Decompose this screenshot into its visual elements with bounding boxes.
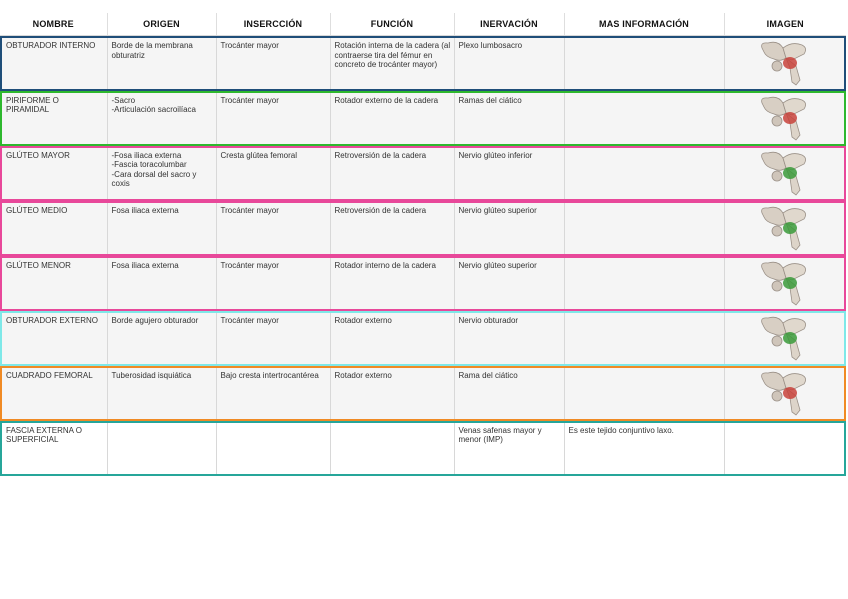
cell-funcion: Rotación interna de la cadera (al contraerse tira del fémur en concreto de trocánter mayor) xyxy=(330,36,454,91)
cell-funcion: Retroversión de la cadera xyxy=(330,201,454,256)
cell-imagen xyxy=(724,311,846,366)
header-imagen: IMAGEN xyxy=(724,13,846,36)
cell-funcion: Retroversión de la cadera xyxy=(330,146,454,201)
cell-mas xyxy=(564,366,724,421)
table-row xyxy=(0,311,846,366)
cell-origen xyxy=(107,421,216,476)
table-row xyxy=(0,201,846,256)
cell-imagen xyxy=(724,91,846,146)
cell-mas xyxy=(564,36,724,91)
cell-nombre: GLÚTEO MAYOR xyxy=(0,146,107,201)
cell-insercion: Trocánter mayor xyxy=(216,91,330,146)
cell-mas: Es este tejido conjuntivo laxo. xyxy=(564,421,724,476)
header-insercion: INSERCCIÓN xyxy=(216,13,330,36)
hip-muscle-icon xyxy=(756,258,814,308)
header-funcion: FUNCIÓN xyxy=(330,13,454,36)
cell-mas xyxy=(564,256,724,311)
cell-mas xyxy=(564,201,724,256)
cell-origen: Tuberosidad isquiática xyxy=(107,366,216,421)
cell-nombre: FASCIA EXTERNA O SUPERFICIAL xyxy=(0,421,107,476)
cell-nombre: OBTURADOR INTERNO xyxy=(0,36,107,91)
cell-funcion: Rotador externo xyxy=(330,311,454,366)
cell-nombre: CUADRADO FEMORAL xyxy=(0,366,107,421)
table-row xyxy=(0,91,846,146)
cell-imagen xyxy=(724,256,846,311)
cell-nombre: GLÚTEO MENOR xyxy=(0,256,107,311)
hip-muscle-icon xyxy=(756,148,814,198)
header-nombre: NOMBRE xyxy=(0,13,107,36)
cell-origen: Fosa iliaca externa xyxy=(107,201,216,256)
muscle-table-wrapper xyxy=(0,13,848,476)
cell-mas xyxy=(564,91,724,146)
cell-origen: -Fosa iliaca externa -Fascia toracolumbar -Cara dorsal del sacro y coxis xyxy=(107,146,216,201)
hip-muscle-icon xyxy=(756,93,814,143)
cell-origen: Borde de la membrana obturatriz xyxy=(107,36,216,91)
cell-funcion xyxy=(330,421,454,476)
cell-insercion: Bajo cresta intertrocantérea xyxy=(216,366,330,421)
cell-inervacion: Rama del ciático xyxy=(454,366,564,421)
cell-origen: Fosa iliaca externa xyxy=(107,256,216,311)
cell-imagen xyxy=(724,366,846,421)
cell-inervacion: Nervio glúteo superior xyxy=(454,201,564,256)
cell-mas xyxy=(564,311,724,366)
cell-funcion: Rotador interno de la cadera xyxy=(330,256,454,311)
cell-insercion: Cresta glútea femoral xyxy=(216,146,330,201)
cell-inervacion: Nervio obturador xyxy=(454,311,564,366)
table-row xyxy=(0,256,846,311)
hip-muscle-icon xyxy=(756,313,814,363)
cell-insercion xyxy=(216,421,330,476)
cell-inervacion: Ramas del ciático xyxy=(454,91,564,146)
table-row xyxy=(0,366,846,421)
cell-origen: -Sacro -Articulación sacroilíaca xyxy=(107,91,216,146)
table-header-row xyxy=(0,13,846,36)
cell-imagen xyxy=(724,201,846,256)
cell-insercion: Trocánter mayor xyxy=(216,36,330,91)
header-origen: ORIGEN xyxy=(107,13,216,36)
cell-imagen xyxy=(724,146,846,201)
cell-inervacion: Venas safenas mayor y menor (IMP) xyxy=(454,421,564,476)
table-row xyxy=(0,36,846,91)
cell-insercion: Trocánter mayor xyxy=(216,311,330,366)
cell-nombre: GLÚTEO MEDIO xyxy=(0,201,107,256)
cell-inervacion: Plexo lumbosacro xyxy=(454,36,564,91)
cell-mas xyxy=(564,146,724,201)
hip-muscle-icon xyxy=(756,38,814,88)
hip-muscle-icon xyxy=(756,203,814,253)
table-row xyxy=(0,421,846,476)
muscle-table xyxy=(0,13,846,476)
header-inervacion: INERVACIÓN xyxy=(454,13,564,36)
cell-nombre: PIRIFORME O PIRAMIDAL xyxy=(0,91,107,146)
cell-funcion: Rotador externo de la cadera xyxy=(330,91,454,146)
table-row xyxy=(0,146,846,201)
header-mas-informacion: MAS INFORMACIÓN xyxy=(564,13,724,36)
cell-imagen xyxy=(724,421,846,476)
hip-muscle-icon xyxy=(756,368,814,418)
cell-origen: Borde agujero obturador xyxy=(107,311,216,366)
cell-insercion: Trocánter mayor xyxy=(216,201,330,256)
cell-funcion: Rotador externo xyxy=(330,366,454,421)
cell-nombre: OBTURADOR EXTERNO xyxy=(0,311,107,366)
cell-inervacion: Nervio glúteo superior xyxy=(454,256,564,311)
cell-imagen xyxy=(724,36,846,91)
cell-insercion: Trocánter mayor xyxy=(216,256,330,311)
cell-inervacion: Nervio glúteo inferior xyxy=(454,146,564,201)
